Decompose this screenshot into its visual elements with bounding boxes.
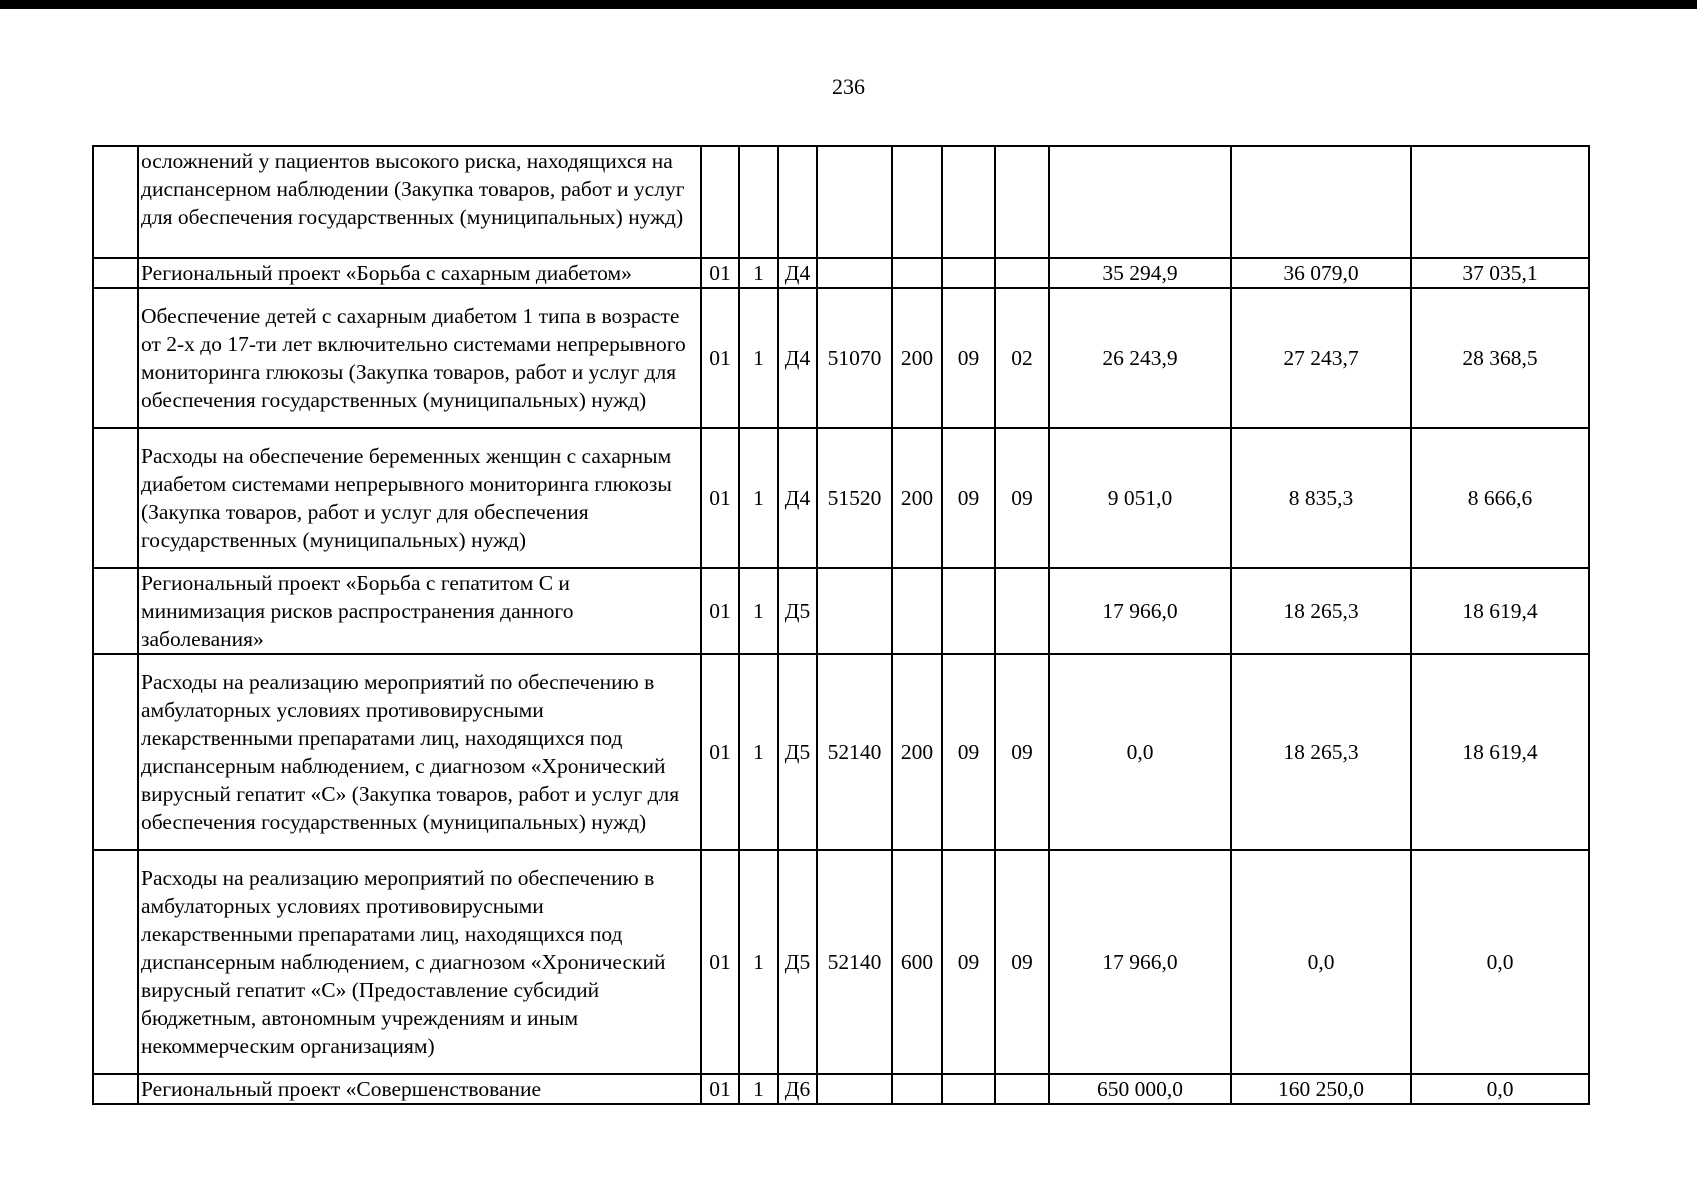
amount-year2-cell: 18 265,3 [1231, 568, 1411, 654]
blank-number-cell [93, 1074, 138, 1104]
program-code-cell: 01 [701, 258, 739, 288]
table-row [93, 654, 1589, 850]
amount-year3-cell: 18 619,4 [1411, 568, 1589, 654]
direction-code-cell: 51520 [817, 428, 892, 568]
amount-year2-cell: 8 835,3 [1231, 428, 1411, 568]
blank-number-cell [93, 288, 138, 428]
table-body [93, 146, 1589, 1104]
direction-code-cell: 52140 [817, 850, 892, 1074]
subprogram-code-cell [739, 146, 778, 258]
direction-code-cell: 51070 [817, 288, 892, 428]
subprogram-code-cell: 1 [739, 258, 778, 288]
amount-year2-cell: 160 250,0 [1231, 1074, 1411, 1104]
subsection-cell: 09 [995, 654, 1049, 850]
description-cell: осложнений у пациентов высокого риска, находящихся на диспансерном наблюдении (Закупка товаров, работ и услуг для обеспечения государственных (муниципальных) нужд) [138, 146, 701, 258]
program-code-cell: 01 [701, 428, 739, 568]
subprogram-code-cell: 1 [739, 568, 778, 654]
direction-code-cell [817, 258, 892, 288]
project-code-cell: Д4 [778, 258, 817, 288]
page-number: 236 [832, 74, 865, 99]
amount-year3-cell: 37 035,1 [1411, 258, 1589, 288]
section-cell: 09 [942, 850, 995, 1074]
blank-number-cell [93, 428, 138, 568]
amount-year1-cell: 35 294,9 [1049, 258, 1231, 288]
amount-year1-cell [1049, 146, 1231, 258]
section-cell: 09 [942, 654, 995, 850]
blank-number-cell [93, 146, 138, 258]
amount-year1-cell: 9 051,0 [1049, 428, 1231, 568]
table-row [93, 146, 1589, 258]
section-cell [942, 568, 995, 654]
expense-type-cell: 600 [892, 850, 942, 1074]
project-code-cell: Д5 [778, 568, 817, 654]
section-cell [942, 146, 995, 258]
table-row [93, 568, 1589, 654]
section-cell: 09 [942, 288, 995, 428]
subsection-cell [995, 258, 1049, 288]
amount-year2-cell [1231, 146, 1411, 258]
program-code-cell [701, 146, 739, 258]
project-code-cell: Д4 [778, 288, 817, 428]
amount-year3-cell: 8 666,6 [1411, 428, 1589, 568]
subprogram-code-cell: 1 [739, 288, 778, 428]
amount-year2-cell: 18 265,3 [1231, 654, 1411, 850]
amount-year2-cell: 0,0 [1231, 850, 1411, 1074]
blank-number-cell [93, 654, 138, 850]
amount-year2-cell: 27 243,7 [1231, 288, 1411, 428]
expense-type-cell: 200 [892, 288, 942, 428]
project-code-cell: Д5 [778, 654, 817, 850]
blank-number-cell [93, 568, 138, 654]
expense-type-cell [892, 146, 942, 258]
amount-year2-cell: 36 079,0 [1231, 258, 1411, 288]
project-code-cell [778, 146, 817, 258]
expense-type-cell: 200 [892, 428, 942, 568]
subprogram-code-cell: 1 [739, 850, 778, 1074]
amount-year3-cell: 0,0 [1411, 1074, 1589, 1104]
program-code-cell: 01 [701, 850, 739, 1074]
program-code-cell: 01 [701, 288, 739, 428]
blank-number-cell [93, 850, 138, 1074]
budget-table [92, 145, 1590, 1105]
table-row [93, 428, 1589, 568]
amount-year1-cell: 26 243,9 [1049, 288, 1231, 428]
subsection-cell [995, 146, 1049, 258]
description-cell: Расходы на реализацию мероприятий по обеспечению в амбулаторных условиях противовирусными лекарственными препаратами лиц, находящихся под диспансерным наблюдением, с диагнозом «Хронический вирусный гепатит «С» (Предоставление субсидий бюджетным, автономным учреждениям и иным некоммерческим организациям) [138, 850, 701, 1074]
description-cell: Региональный проект «Борьба с гепатитом С и минимизация рисков распространения данного заболевания» [138, 568, 701, 654]
section-cell [942, 258, 995, 288]
table-row [93, 850, 1589, 1074]
subsection-cell [995, 568, 1049, 654]
amount-year1-cell: 17 966,0 [1049, 850, 1231, 1074]
program-code-cell: 01 [701, 1074, 739, 1104]
description-cell: Региональный проект «Совершенствование [138, 1074, 701, 1104]
amount-year3-cell: 0,0 [1411, 850, 1589, 1074]
description-cell: Расходы на обеспечение беременных женщин с сахарным диабетом системами непрерывного мониторинга глюкозы (Закупка товаров, работ и услуг для обеспечения государственных (муниципальных) нужд) [138, 428, 701, 568]
amount-year1-cell: 17 966,0 [1049, 568, 1231, 654]
subsection-cell: 02 [995, 288, 1049, 428]
expense-type-cell [892, 568, 942, 654]
direction-code-cell [817, 1074, 892, 1104]
description-cell: Обеспечение детей с сахарным диабетом 1 типа в возрасте от 2-х до 17-ти лет включительно системами непрерывного мониторинга глюкозы (Закупка товаров, работ и услуг для обеспечения государственных (муниципальных) нужд) [138, 288, 701, 428]
table-row [93, 1074, 1589, 1104]
program-code-cell: 01 [701, 568, 739, 654]
section-cell [942, 1074, 995, 1104]
amount-year3-cell: 18 619,4 [1411, 654, 1589, 850]
subprogram-code-cell: 1 [739, 1074, 778, 1104]
section-cell: 09 [942, 428, 995, 568]
amount-year3-cell: 28 368,5 [1411, 288, 1589, 428]
expense-type-cell [892, 1074, 942, 1104]
table-row [93, 288, 1589, 428]
scan-top-border [0, 0, 1697, 9]
table-row [93, 258, 1589, 288]
expense-type-cell: 200 [892, 654, 942, 850]
expense-type-cell [892, 258, 942, 288]
direction-code-cell [817, 146, 892, 258]
amount-year1-cell: 650 000,0 [1049, 1074, 1231, 1104]
program-code-cell: 01 [701, 654, 739, 850]
subsection-cell: 09 [995, 850, 1049, 1074]
project-code-cell: Д4 [778, 428, 817, 568]
subprogram-code-cell: 1 [739, 654, 778, 850]
description-cell: Региональный проект «Борьба с сахарным диабетом» [138, 258, 701, 288]
subprogram-code-cell: 1 [739, 428, 778, 568]
direction-code-cell: 52140 [817, 654, 892, 850]
amount-year1-cell: 0,0 [1049, 654, 1231, 850]
subsection-cell [995, 1074, 1049, 1104]
project-code-cell: Д5 [778, 850, 817, 1074]
project-code-cell: Д6 [778, 1074, 817, 1104]
blank-number-cell [93, 258, 138, 288]
amount-year3-cell [1411, 146, 1589, 258]
subsection-cell: 09 [995, 428, 1049, 568]
direction-code-cell [817, 568, 892, 654]
description-cell: Расходы на реализацию мероприятий по обеспечению в амбулаторных условиях противовирусными лекарственными препаратами лиц, находящихся под диспансерным наблюдением, с диагнозом «Хронический вирусный гепатит «С» (Закупка товаров, работ и услуг для обеспечения государственных (муниципальных) нужд) [138, 654, 701, 850]
